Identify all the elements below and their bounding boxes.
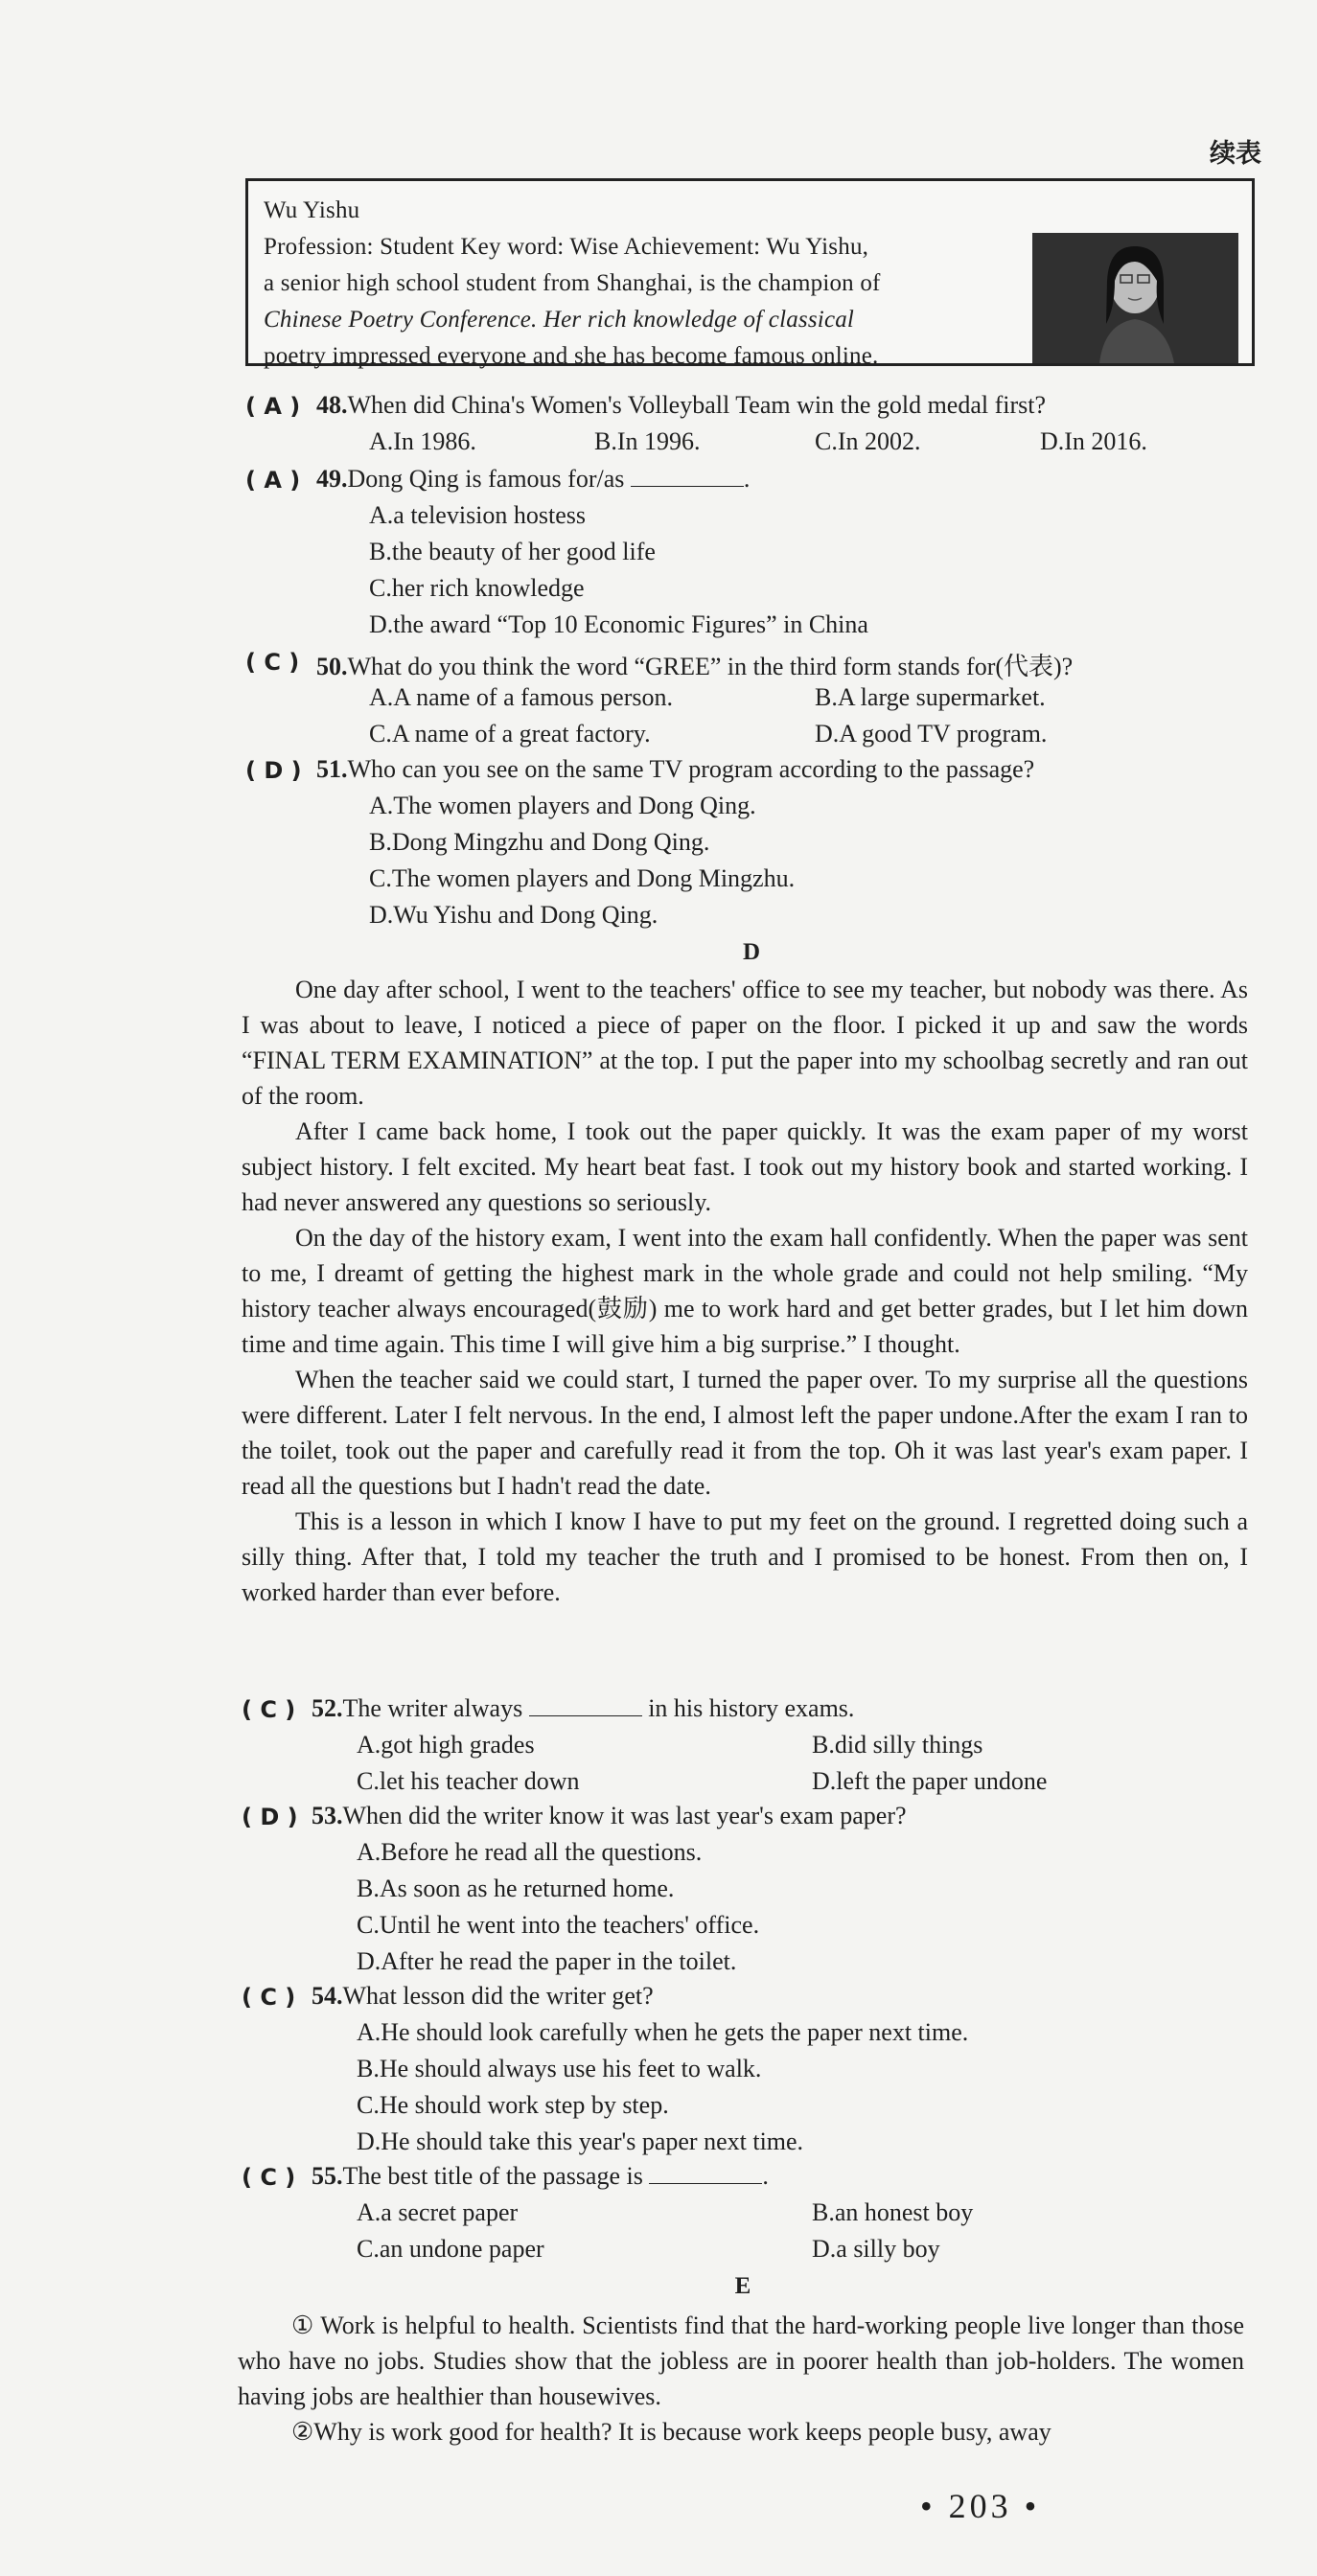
option: C.an undone paper <box>357 2235 544 2263</box>
paragraph: This is a lesson in which I know I have to put my feet on the ground. I regretted doing such a silly thing. After that, I told my teacher the truth and I promised to be honest. From then on, I worked harder than ever before. <box>242 1507 1248 1606</box>
profile-text <box>264 193 1030 375</box>
question-text: What lesson did the writer get? <box>342 1982 654 2010</box>
answer-letter: C <box>260 1696 277 1723</box>
paragraph: One day after school, I went to the teachers' office to see my teacher, but nobody was there. As I was about to leave, I noticed a piece of paper on the floor. I picked it up and saw the words “FINAL TERM EXAMINATION” at the top. I put the paper into my schoolbag secretly and ran out of the room. <box>242 976 1248 1110</box>
option: A.A name of a famous person. <box>369 683 673 711</box>
option: D.A good TV program. <box>815 720 1048 748</box>
question-text-after: in his history exams. <box>648 1694 855 1722</box>
option: A.Before he read all the questions. <box>357 1838 703 1866</box>
answer-blank <box>529 1696 642 1716</box>
section-title-d: D <box>742 939 761 965</box>
option: B.an honest boy <box>812 2198 974 2226</box>
answer-letter: C <box>264 649 281 676</box>
paragraph: When the teacher said we could start, I turned the paper over. To my surprise all the questions were different. Later I felt nervous. In the end, I almost left the paper undone.After the exam I ran to the toilet, took out the paper and carefully read it from the top. Oh it was last year's exam paper. I read all the questions but I hadn't read the date. <box>242 1366 1248 1500</box>
page-number: • 203 • <box>920 2487 1041 2525</box>
answer-letter: D <box>260 1804 280 1830</box>
option: D.In 2016. <box>1040 427 1147 455</box>
option: C.A name of a great factory. <box>369 720 651 748</box>
question-number: 52 <box>312 1694 336 1722</box>
question-number: 50 <box>316 653 341 680</box>
question-text: Dong Qing is famous for/as <box>347 465 625 493</box>
option: A.He should look carefully when he gets the paper next time. <box>357 2018 969 2046</box>
question-text: Who can you see on the same TV program according to the passage? <box>347 755 1035 783</box>
option: C.In 2002. <box>815 427 921 455</box>
paragraph: ②Why is work good for health? It is because work keeps people busy, away <box>291 2418 1051 2446</box>
paragraph: ① Work is helpful to health. Scientists find that the hard-working people live longer than those who have no jobs. Studies show that the jobless are in poorer health than job-holders. The women having jobs are healthier than housewives. <box>238 2312 1244 2410</box>
question-number: 53 <box>312 1802 336 1829</box>
question-49: 49.Dong Qing is famous for/as . <box>316 465 751 493</box>
option: A.a secret paper <box>357 2198 519 2226</box>
question-text: What do you think the word “GREE” in the third form stands for(代表)? <box>347 653 1074 680</box>
question-48: 48.When did China's Women's Volleyball Team win the gold medal first? <box>316 391 1047 419</box>
question-52: 52.The writer always in his history exams. <box>312 1694 855 1722</box>
answer-letter: A <box>264 393 282 420</box>
option: B.did silly things <box>812 1731 983 1759</box>
option: A.The women players and Dong Qing. <box>369 792 756 819</box>
question-number: 49 <box>316 465 341 493</box>
option: C.The women players and Dong Mingzhu. <box>369 864 796 892</box>
paragraph: On the day of the history exam, I went into the exam hall confidently. When the paper was sent to me, I dreamt of getting the highest mark in the whole grade and could not help smiling. “My history teacher always encouraged(鼓励) me to work hard and get better grades, but I let him down time and time again. This time I will give him a big surprise.” I thought. <box>242 1224 1248 1358</box>
question-number: 48 <box>316 391 341 419</box>
profile-line: a senior high school student from Shanghai, is the champion of <box>264 270 881 296</box>
option: C.let his teacher down <box>357 1767 580 1795</box>
answer-mark: ( D ) <box>245 757 302 784</box>
answer-letter: C <box>260 1984 277 2011</box>
option: D.After he read the paper in the toilet. <box>357 1947 737 1975</box>
answer-blank <box>631 467 744 487</box>
option: D.a silly boy <box>812 2235 940 2263</box>
question-53: 53.When did the writer know it was last year's exam paper? <box>312 1802 907 1829</box>
question-number: 55 <box>312 2162 336 2190</box>
profile-line: Chinese Poetry Conference. Her rich knowledge of classical <box>264 307 855 333</box>
answer-mark: ( D ) <box>242 1804 298 1830</box>
profile-line: Wu Yishu <box>264 197 360 223</box>
profile-line: Profession: Student Key word: Wise Achievement: Wu Yishu, <box>264 234 869 260</box>
answer-mark: ( A ) <box>245 393 301 420</box>
question-51: 51.Who can you see on the same TV program according to the passage? <box>316 755 1035 783</box>
paragraph: After I came back home, I took out the paper quickly. It was the exam paper of my worst subject history. I felt excited. My heart beat fast. I took out my history book and started working. I had never answered any questions so seriously. <box>242 1117 1248 1216</box>
question-text: The best title of the passage is <box>342 2162 643 2190</box>
portrait-photo <box>1032 233 1238 363</box>
answer-mark: ( C ) <box>242 2164 296 2191</box>
option: C.He should work step by step. <box>357 2091 669 2119</box>
option: A.In 1986. <box>369 427 476 455</box>
answer-mark: ( A ) <box>245 467 301 494</box>
continued-label: 续表 <box>1210 139 1261 169</box>
answer-letter: C <box>260 2164 277 2191</box>
option: B.He should always use his feet to walk. <box>357 2055 762 2082</box>
option: B.As soon as he returned home. <box>357 1874 675 1902</box>
profile-box <box>245 178 1255 369</box>
question-50: 50.What do you think the word “GREE” in the third form stands for(代表)? <box>316 653 1074 680</box>
question-54: 54.What lesson did the writer get? <box>312 1982 654 2010</box>
question-text: The writer always <box>342 1694 523 1722</box>
option: A.a television hostess <box>369 501 587 529</box>
option: B.the beauty of her good life <box>369 538 656 565</box>
option: C.her rich knowledge <box>369 574 585 602</box>
option: A.got high grades <box>357 1731 535 1759</box>
passage-d <box>242 972 1248 1610</box>
question-number: 54 <box>312 1982 336 2010</box>
question-55: 55.The best title of the passage is . <box>312 2162 769 2190</box>
question-number: 51 <box>316 755 341 783</box>
option: B.A large supermarket. <box>815 683 1046 711</box>
answer-mark: ( C ) <box>242 1984 296 2011</box>
answer-mark: ( C ) <box>245 649 300 676</box>
answer-blank <box>649 2164 762 2184</box>
question-text: When did the writer know it was last year's exam paper? <box>342 1802 907 1829</box>
answer-mark: ( C ) <box>242 1696 296 1723</box>
section-title-e: E <box>734 2273 751 2299</box>
question-text: When did China's Women's Volleyball Team win the gold medal first? <box>347 391 1047 419</box>
option: D.Wu Yishu and Dong Qing. <box>369 901 658 929</box>
profile-line: poetry impressed everyone and she has become famous online. <box>264 343 879 369</box>
passage-e <box>238 2308 1244 2450</box>
answer-letter: A <box>264 467 282 494</box>
answer-letter: D <box>264 757 284 784</box>
option: B.In 1996. <box>594 427 701 455</box>
option: D.the award “Top 10 Economic Figures” in China <box>369 610 868 638</box>
option: D.He should take this year's paper next time. <box>357 2128 804 2155</box>
option: D.left the paper undone <box>812 1767 1048 1795</box>
option: C.Until he went into the teachers' office. <box>357 1911 760 1939</box>
option: B.Dong Mingzhu and Dong Qing. <box>369 828 710 856</box>
